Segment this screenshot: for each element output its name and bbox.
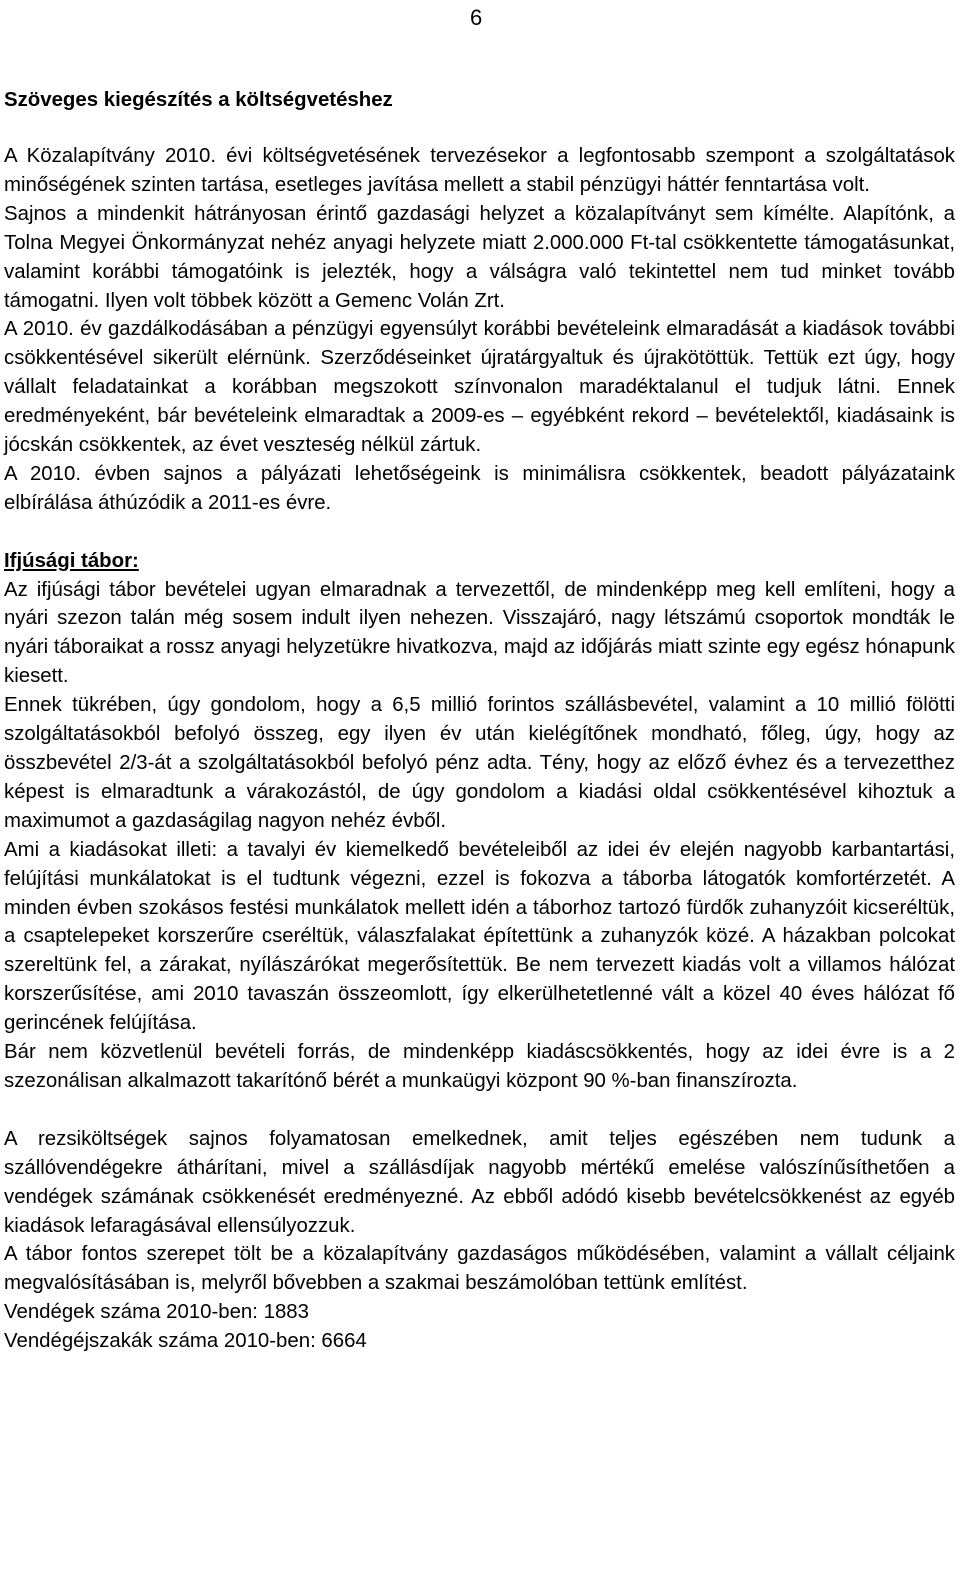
paragraph-camp-income-assessment: Ennek tükrében, úgy gondolom, hogy a 6,5 millió forintos szállásbevétel, valamint a 10 millió fölötti szolgáltatásokból befolyó összeg, egy ilyen év után kielégítőnek mondható, főleg, úgy, hogy az összbevétel 2/3-át a szolgáltatásokból befolyó pénz adta. Tény, hogy az előző évhez és a tervezetthez képest is elmaradtunk a várakozástól, de úgy gondolom a kiadási oldal csökkentésével kihoztuk a maximumot a gazdaságilag nagyon nehéz évből. <box>4 694 955 832</box>
paragraph-intro: A Közalapítvány 2010. évi költségvetésének tervezésekor a legfontosabb szempont a szolgáltatások minőségének szinten tartása, esetleges javítása mellett a stabil pénzügyi háttér fenntartása volt. <box>4 145 955 196</box>
paragraph-2010-management: A 2010. év gazdálkodásában a pénzügyi egyensúlyt korábbi bevételeink elmaradását a kiadások további csökkentésével sikerült elérnünk. Szerződéseinket újratárgyaltuk és újrakötöttük. Tettük ezt úgy, hogy vállalt feladatainkat a korábban megszokott színvonalon maradéktalanul el tudjuk látni. Ennek eredményeként, bár bevételeink elmaradtak a 2009-es – egyébként rekord – bevételektől, kiadásaink is jócskán csökkentek, az évet veszteség nélkül zártuk. <box>4 318 955 457</box>
paragraph-camp-revenue: Az ifjúsági tábor bevételei ugyan elmaradnak a tervezettől, de mindenképp meg kell említeni, hogy a nyári szezon talán még sosem indult ilyen nehezen. Visszajáró, nagy létszámú csoportok mondták le nyári táboraikat a rossz anyagi helyzetükre hivatkozva, majd az időjárás miatt szinte egy egész hónapunk kiesett. <box>4 578 955 688</box>
document-body <box>4 86 955 1356</box>
paragraph-tenders: A 2010. évben sajnos a pályázati lehetőségeink is minimálisra csökkentek, beadott pályázataink elbírálása áthúzódik a 2011-es évre. <box>4 462 955 514</box>
section-heading-youth-camp: Ifjúsági tábor: <box>4 549 139 572</box>
paragraph-camp-staff-funding: Bár nem közvetlenül bevételi forrás, de mindenképp kiadáscsökkentés, hogy az idei évre is a 2 szezonálisan alkalmazott takarítónő bérét a munkaügyi központ 90 %-ban finanszírozta. <box>4 1041 955 1092</box>
paragraph-camp-role: A tábor fontos szerepet tölt be a közalapítvány gazdaságos működésében, valamint a vállalt céljaink megvalósításában is, melyről bővebben a szakmai beszámolóban tettünk említést. <box>4 1243 955 1295</box>
paragraph-utility-costs: A rezsiköltségek sajnos folyamatosan emelkednek, amit teljes egészében nem tudunk a szállóvendégekre áthárítani, mivel a szállásdíjak nagyobb mértékű emelése valószínűsíthetően a vendégek számának csökkenését eredményezné. Az ebből adódó kisebb bevételcsökkenést az egyéb kiadások lefaragásával ellensúlyozzuk. <box>4 1127 955 1237</box>
stat-guests: Vendégek száma 2010-ben: 1883 <box>4 1301 309 1324</box>
page-number: 6 <box>470 5 483 30</box>
paragraph-economic-situation: Sajnos a mindenkit hátrányosan érintő gazdasági helyzet a közalapítványt sem kímélte. Alapítónk, a Tolna Megyei Önkormányzat nehéz anyagi helyzete miatt 2.000.000 Ft-tal csökkentette támogatásunkat, valamint korábbi támogatóink is jelezték, hogy a válságra való tekintettel nem tud minket tovább támogatni. Ilyen volt többek között a Gemenc Volán Zrt. <box>4 202 955 312</box>
document-title: Szöveges kiegészítés a költségvetéshez <box>4 89 393 111</box>
stat-guest-nights: Vendégéjszakák száma 2010-ben: 6664 <box>4 1330 367 1353</box>
paragraph-camp-expenses: Ami a kiadásokat illeti: a tavalyi év kiemelkedő bevételeiből az idei év elején nagyobb karbantartási, felújítási munkálatokat is el tudtunk végezni, ezzel is fokozva a táborba látogatók komfortérzetét. A minden évben szokásos festési munkálatok mellett idén a táborhoz tartozó fürdők zuhanyzóit kicseréltük, a csaptelepeket korszerűre cseréltük, válaszfalakat építettünk a zuhanyzók közé. A házakban polcokat szereltünk fel, a zárakat, nyílászárókat megerősítettük. Be nem tervezett kiadás volt a villamos hálózat korszerűsítése, ami 2010 tavaszán összeomlott, így elkerülhetetlenné vált a közel 40 éves hálózat fő gerincének felújítása. <box>4 838 955 1035</box>
